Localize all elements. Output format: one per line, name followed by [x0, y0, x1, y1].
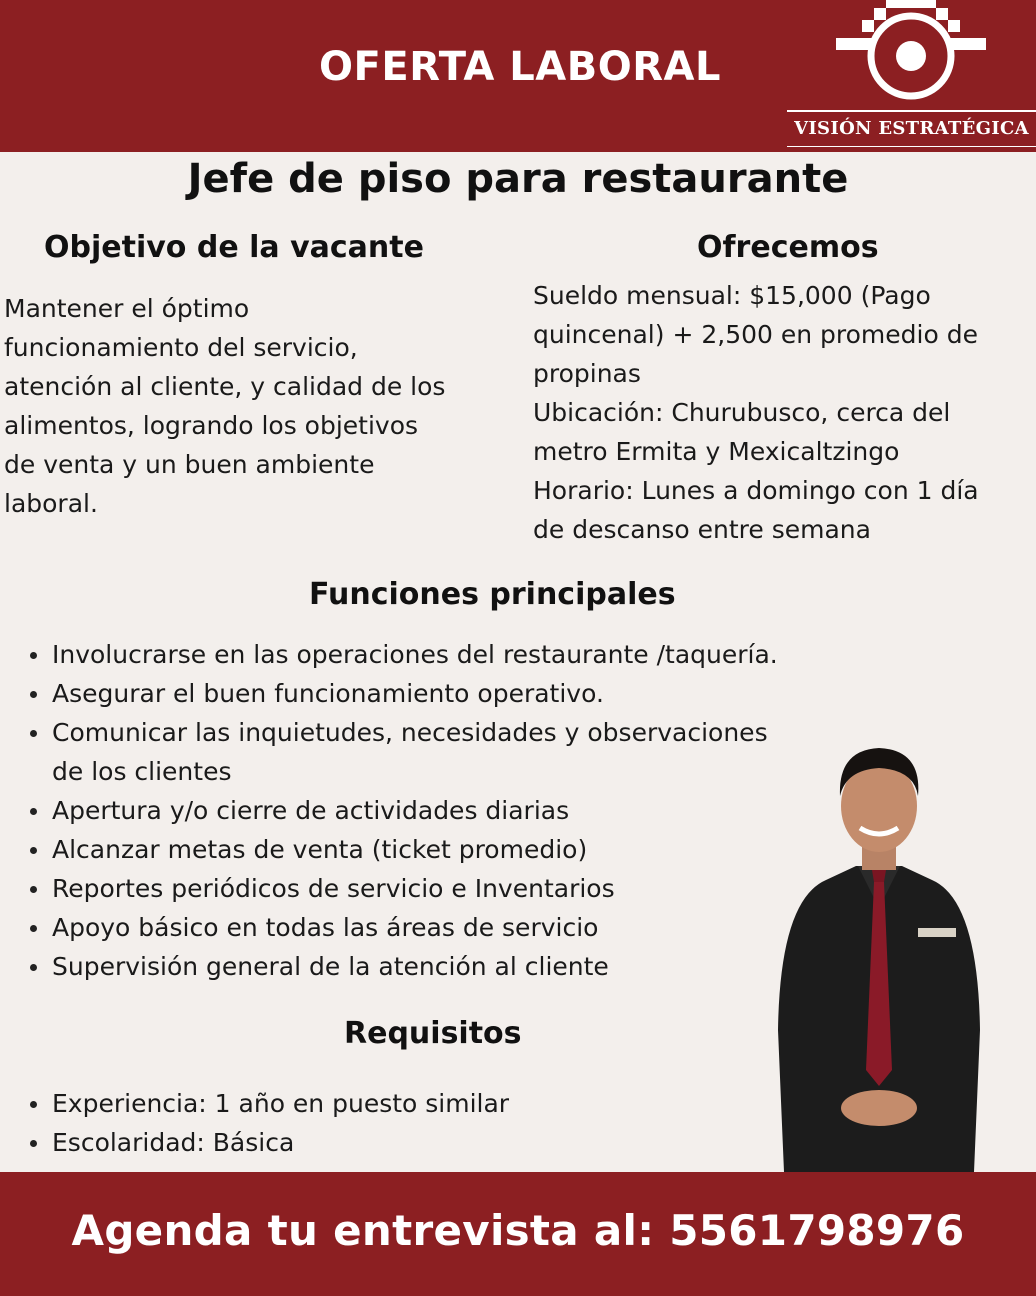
objective-title: Objetivo de la vacante	[44, 230, 424, 265]
offer-text	[533, 276, 979, 549]
functions-title: Funciones principales	[309, 577, 676, 612]
list-item: Alcanzar metas de venta (ticket promedio)	[0, 830, 778, 869]
offer-line: quincenal) + 2,500 en promedio de	[533, 320, 978, 349]
list-item: Escolaridad: Básica	[0, 1123, 509, 1162]
header-banner	[0, 0, 1036, 152]
job-title: Jefe de piso para restaurante	[187, 156, 849, 202]
vision-estrategica-emblem-icon	[836, 0, 986, 104]
host-photo	[776, 730, 982, 1172]
contact-call-to-action: Agenda tu entrevista al: 5561798976	[71, 1206, 965, 1255]
logo-rule-top	[787, 110, 1036, 112]
requirements-list	[0, 1084, 509, 1162]
list-item: Supervisión general de la atención al cliente	[0, 947, 778, 986]
objective-text	[4, 289, 445, 523]
objective-line: de venta y un buen ambiente	[4, 450, 375, 479]
requirements-title: Requisitos	[344, 1016, 522, 1051]
offer-title: Ofrecemos	[697, 230, 879, 265]
offer-line: Sueldo mensual: $15,000 (Pago	[533, 281, 931, 310]
offer-line: de descanso entre semana	[533, 515, 871, 544]
list-item: Experiencia: 1 año en puesto similar	[0, 1084, 509, 1123]
logo-rule-bottom	[787, 146, 1036, 147]
header-title: OFERTA LABORAL	[319, 44, 721, 90]
offer-line: propinas	[533, 359, 641, 388]
list-item: Reportes periódicos de servicio e Inventarios	[0, 869, 778, 908]
list-item: Apoyo básico en todas las áreas de servicio	[0, 908, 778, 947]
list-item-continuation: de los clientes	[52, 757, 232, 786]
list-item: Involucrarse en las operaciones del restaurante /taquería.	[0, 635, 778, 674]
offer-line: metro Ermita y Mexicaltzingo	[533, 437, 900, 466]
objective-line: atención al cliente, y calidad de los	[4, 372, 446, 401]
logo-text: VISIÓN ESTRATÉGICA	[794, 118, 1029, 139]
footer-banner	[0, 1172, 1036, 1296]
list-item-text: Comunicar las inquietudes, necesidades y observaciones	[52, 718, 768, 747]
list-item	[0, 713, 778, 791]
objective-line: laboral.	[4, 489, 98, 518]
list-item: Asegurar el buen funcionamiento operativo.	[0, 674, 778, 713]
objective-line: funcionamiento del servicio,	[4, 333, 358, 362]
offer-line: Ubicación: Churubusco, cerca del	[533, 398, 951, 427]
objective-line: alimentos, logrando los objetivos	[4, 411, 419, 440]
objective-line: Mantener el óptimo	[4, 294, 250, 323]
list-item: Apertura y/o cierre de actividades diarias	[0, 791, 778, 830]
offer-line: Horario: Lunes a domingo con 1 día	[533, 476, 979, 505]
functions-list	[0, 635, 778, 986]
